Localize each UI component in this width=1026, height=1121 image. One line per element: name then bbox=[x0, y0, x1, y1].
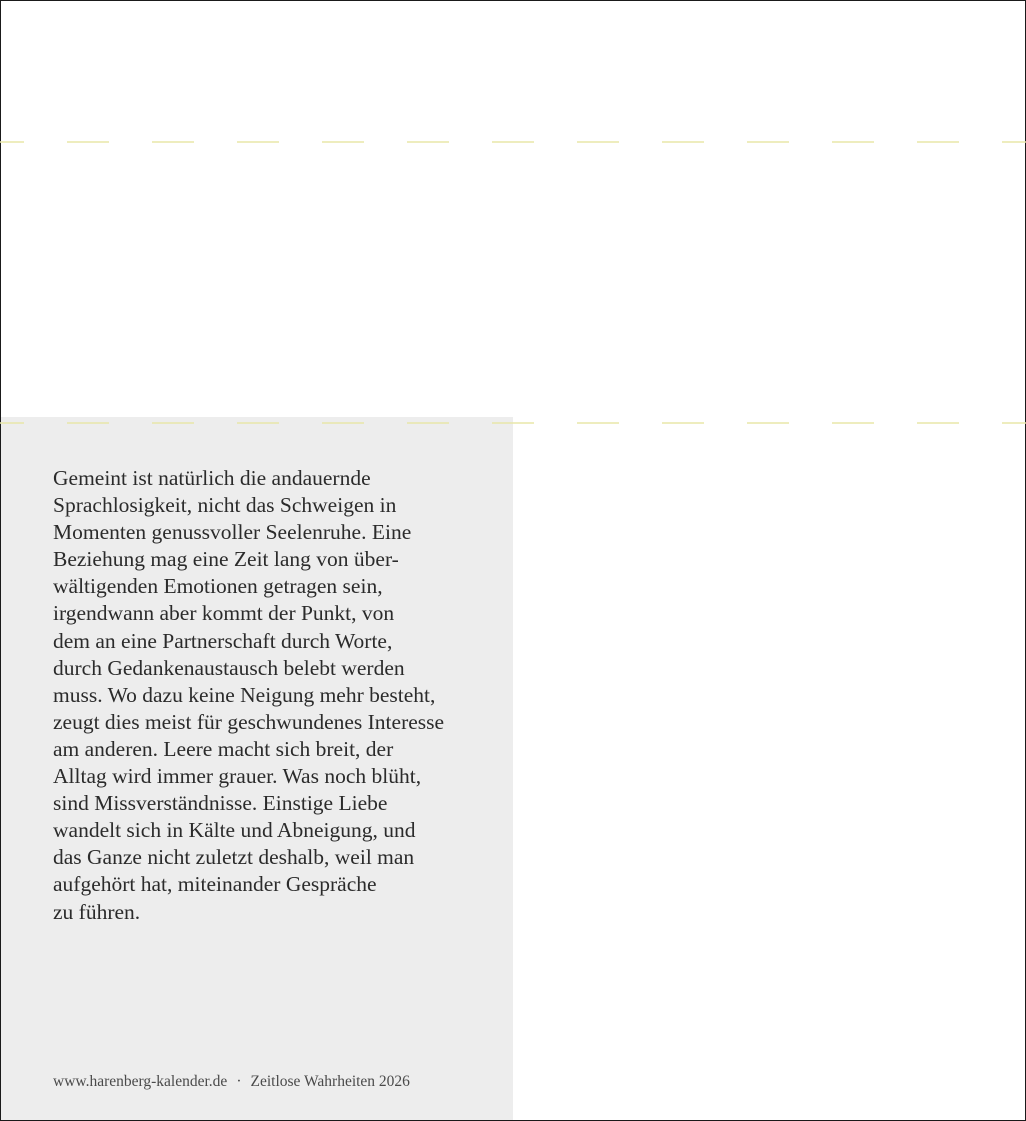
body-line: Alltag wird immer grauer. Was noch blüht, bbox=[53, 764, 422, 789]
body-line: sind Missverständnisse. Einstige Liebe bbox=[53, 791, 388, 816]
body-line: durch Gedankenaustausch belebt werden bbox=[53, 655, 405, 680]
body-line: Beziehung mag eine Zeit lang von über- bbox=[53, 547, 399, 572]
body-line: muss. Wo dazu keine Neigung mehr besteht, bbox=[53, 682, 436, 707]
footer bbox=[53, 1073, 410, 1091]
body-line: am anderen. Leere macht sich breit, der bbox=[53, 736, 394, 761]
footer-title: Zeitlose Wahrheiten 2026 bbox=[250, 1073, 410, 1090]
body-line: Momenten genussvoller Seelenruhe. Eine bbox=[53, 520, 412, 545]
body-line: wältigenden Emotionen getragen sein, bbox=[53, 574, 383, 599]
fold-guide-bottom bbox=[0, 421, 1026, 425]
body-line: wandelt sich in Kälte und Abneigung, und bbox=[53, 818, 416, 843]
body-text bbox=[53, 465, 493, 926]
body-line: zu führen. bbox=[53, 899, 141, 924]
body-line: irgendwann aber kommt der Punkt, von bbox=[53, 601, 395, 626]
body-line: aufgehört hat, miteinander Gespräche bbox=[53, 872, 377, 897]
footer-website: www.harenberg-kalender.de bbox=[53, 1073, 228, 1090]
footer-separator: · bbox=[236, 1073, 242, 1090]
body-line: zeugt dies meist für geschwundenes Interesse bbox=[53, 709, 445, 734]
body-line: Sprachlosigkeit, nicht das Schweigen in bbox=[53, 493, 397, 518]
body-line: dem an eine Partnerschaft durch Worte, bbox=[53, 628, 393, 653]
fold-guide-top bbox=[0, 140, 1026, 144]
body-line: Gemeint ist natürlich die andauernde bbox=[53, 466, 371, 490]
body-line: das Ganze nicht zuletzt deshalb, weil man bbox=[53, 845, 415, 870]
text-panel bbox=[1, 417, 513, 1120]
